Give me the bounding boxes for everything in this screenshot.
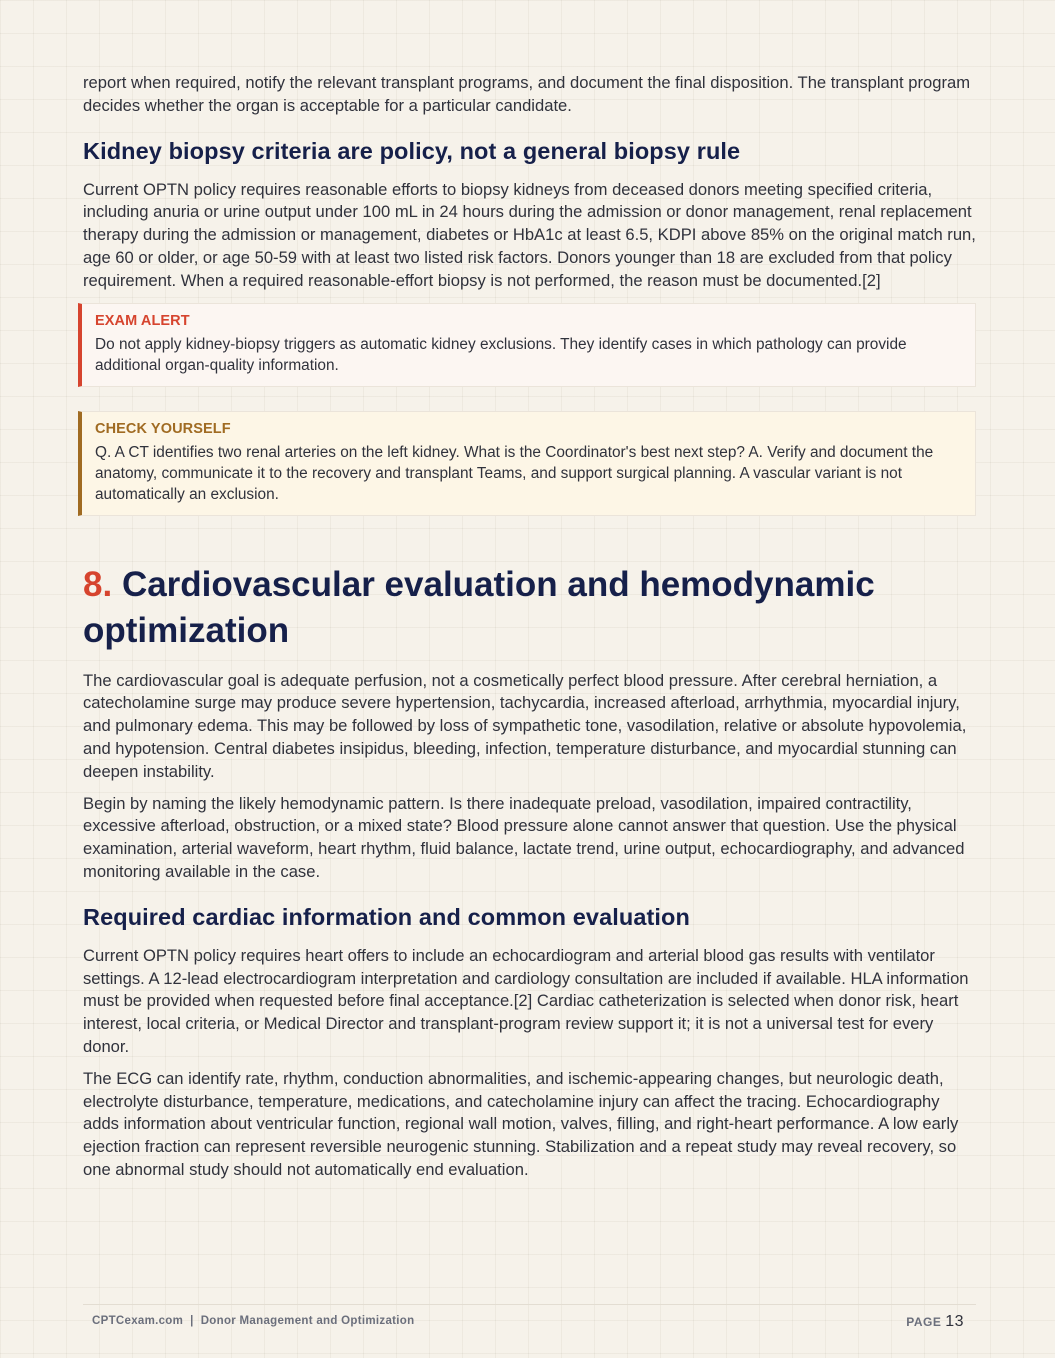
section-number: 8. — [83, 564, 113, 604]
cardiac-paragraph: Current OPTN policy requires heart offers to include an echocardiogram and arterial blood gas results with ventilator settings. A 12-lead electrocardiogram interpretation and cardiology consultation are included if available. HLA information must be provided when requested before final acceptance.[2] Cardiac catheterization is selected when donor risk, heart interest, local criteria, or Medical Director and transplant-program review support it; it is not a universal test for every donor. — [83, 945, 969, 1056]
intro-paragraph: report when required, notify the relevant transplant programs, and document the final disposition. The transplant program decides whether the organ is acceptable for a particular candidate. — [83, 73, 971, 115]
footer-left — [92, 1315, 414, 1327]
page-label: PAGE — [906, 1315, 942, 1329]
kidney-biopsy-paragraph: Current OPTN policy requires reasonable efforts to biopsy kidneys from deceased donors meeting specified criteria, including anuria or urine output under 100 mL in 24 hours during the admission or donor management, renal replacement therapy during the admission or management, diabetes or HbA1c at least 6.5, KDPI above 85% on the original match run, age 60 or older, or age 50-59 with at least two listed risk factors. Donors younger than 18 are excluded from that policy requirement. When a required reasonable-effort biopsy is not performed, the reason must be documented.[2] — [83, 179, 976, 290]
footer-doc-title: Donor Management and Optimization — [200, 1315, 415, 1327]
section-paragraph: Begin by naming the likely hemodynamic pattern. Is there inadequate preload, vasodilation, impaired contractility, excessive afterload, obstruction, or a mixed state? Blood pressure alone cannot answer that question. Use the physical examination, arterial waveform, heart rhythm, fluid balance, lactate trend, urine output, echocardiography, and advanced monitoring available in the case. — [83, 793, 965, 881]
kidney-biopsy-heading: Kidney biopsy criteria are policy, not a general biopsy rule — [83, 137, 741, 164]
page-footer — [83, 1304, 976, 1330]
check-yourself-text: Q. A CT identifies two renal arteries on the left kidney. What is the Coordinator's best next step? A. Verify and document the anatomy, communicate it to the recovery and transplant Teams, and support surgical planning. A vascular variant is not automatically an exclusion. — [95, 443, 934, 503]
footer-separator: | — [190, 1315, 194, 1327]
exam-alert-text: Do not apply kidney-biopsy triggers as automatic kidney exclusions. They identify cases in which pathology can provide additional organ-quality information. — [95, 335, 907, 374]
exam-alert-label: EXAM ALERT — [95, 312, 190, 329]
footer-page — [906, 1313, 964, 1331]
check-yourself-label: CHECK YOURSELF — [95, 420, 231, 437]
exam-alert-callout — [78, 303, 976, 387]
check-yourself-callout — [78, 411, 976, 516]
cardiac-info-heading: Required cardiac information and common evaluation — [83, 903, 690, 930]
cardiac-paragraph: The ECG can identify rate, rhythm, conduction abnormalities, and ischemic-appearing changes, but neurologic death, electrolyte disturbance, temperature, medications, and catecholamine injury can affect the tracing. Echocardiography adds information about ventricular function, regional wall motion, valves, filling, and right-heart performance. A low early ejection fraction can represent reversible neurogenic stunning. Stabilization and a repeat study may reveal recovery, so one abnormal study should not automatically end evaluation. — [83, 1068, 959, 1179]
section-paragraph: The cardiovascular goal is adequate perfusion, not a cosmetically perfect blood pressure. After cerebral herniation, a catecholamine surge may produce severe hypertension, tachycardia, increased afterload, arrhythmia, myocardial injury, and pulmonary edema. This may be followed by loss of sympathetic tone, vasodilation, relative or absolute hypovolemia, and hypotension. Central diabetes insipidus, bleeding, infection, temperature disturbance, and myocardial stunning can deepen instability. — [83, 670, 967, 781]
section-heading — [83, 562, 976, 654]
page-number: 13 — [945, 1313, 964, 1330]
page-content — [83, 72, 976, 1191]
footer-site: CPTCexam.com — [92, 1315, 184, 1327]
section-title: Cardiovascular evaluation and hemodynamic optimization — [83, 564, 875, 650]
